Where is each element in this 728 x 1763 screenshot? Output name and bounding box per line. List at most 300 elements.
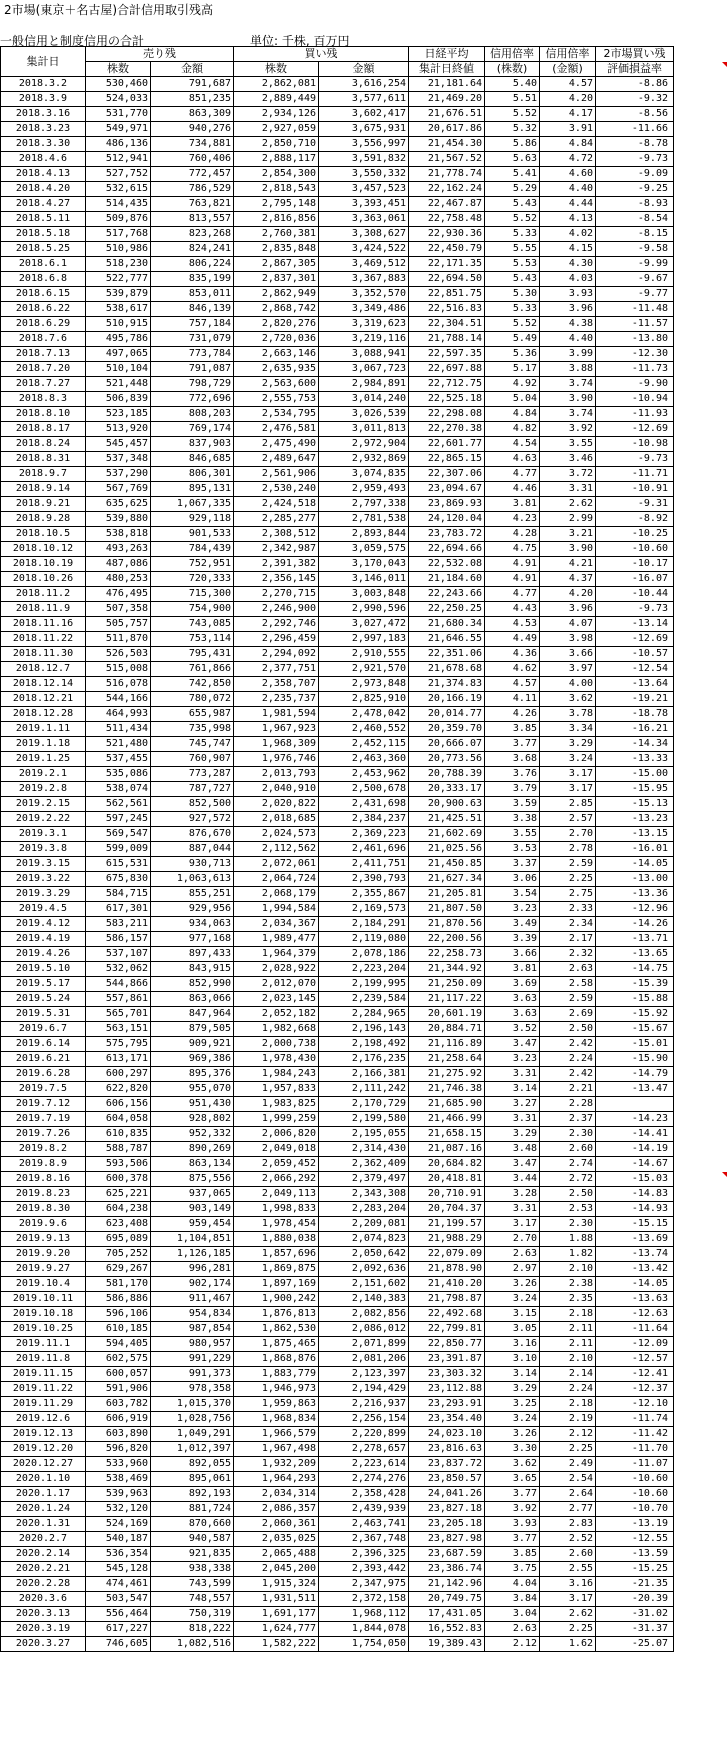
cell-sell-amount: 909,921 <box>151 1037 234 1052</box>
table-row <box>1 452 674 467</box>
cell-sell-amount: 876,670 <box>151 827 234 842</box>
cell-buy-amount: 2,984,891 <box>319 377 409 392</box>
cell-date: 2019.11.1 <box>1 1337 86 1352</box>
cell-buy-amount: 2,239,584 <box>319 992 409 1007</box>
cell-sell-shares: 539,879 <box>86 287 151 302</box>
cell-nikkei-close: 21,425.51 <box>409 812 485 827</box>
table-row <box>1 767 674 782</box>
table-row <box>1 1127 674 1142</box>
cell-unrealized-pl-rate: -14.75 <box>596 962 674 977</box>
cell-nikkei-close: 22,258.73 <box>409 947 485 962</box>
cell-nikkei-close: 21,205.81 <box>409 887 485 902</box>
cell-ratio-amount: 3.97 <box>540 662 596 677</box>
table-row <box>1 1367 674 1382</box>
cell-unrealized-pl-rate: -14.34 <box>596 737 674 752</box>
cell-sell-amount: 772,457 <box>151 167 234 182</box>
cell-ratio-amount: 3.34 <box>540 722 596 737</box>
cell-unrealized-pl-rate: -8.78 <box>596 137 674 152</box>
cell-unrealized-pl-rate: -15.88 <box>596 992 674 1007</box>
cell-ratio-shares: 3.29 <box>485 1127 540 1142</box>
cell-date: 2019.3.15 <box>1 857 86 872</box>
cell-nikkei-close: 23,869.93 <box>409 497 485 512</box>
cell-unrealized-pl-rate: -9.99 <box>596 257 674 272</box>
header-sell-shares: 株数 <box>86 62 151 77</box>
table-row <box>1 227 674 242</box>
table-row <box>1 152 674 167</box>
cell-ratio-shares: 4.43 <box>485 602 540 617</box>
cell-sell-shares: 600,057 <box>86 1367 151 1382</box>
cell-ratio-amount: 2.64 <box>540 1487 596 1502</box>
header-buy-shares: 株数 <box>234 62 319 77</box>
cell-ratio-shares: 4.23 <box>485 512 540 527</box>
cell-date: 2019.11.22 <box>1 1382 86 1397</box>
table-row <box>1 332 674 347</box>
cell-ratio-shares: 5.43 <box>485 272 540 287</box>
cell-ratio-amount: 2.63 <box>540 962 596 977</box>
cell-buy-amount: 2,390,793 <box>319 872 409 887</box>
cell-ratio-shares: 3.05 <box>485 1322 540 1337</box>
cell-sell-amount: 870,660 <box>151 1517 234 1532</box>
cell-buy-shares: 1,931,511 <box>234 1592 319 1607</box>
cell-unrealized-pl-rate: -10.60 <box>596 542 674 557</box>
cell-unrealized-pl-rate: -15.03 <box>596 1172 674 1187</box>
cell-nikkei-close: 23,386.74 <box>409 1562 485 1577</box>
cell-ratio-amount: 3.88 <box>540 362 596 377</box>
cell-sell-amount: 798,729 <box>151 377 234 392</box>
table-row <box>1 1082 674 1097</box>
cell-buy-shares: 1,868,876 <box>234 1352 319 1367</box>
table-row <box>1 1427 674 1442</box>
cell-ratio-shares: 3.93 <box>485 1517 540 1532</box>
cell-sell-shares: 464,993 <box>86 707 151 722</box>
cell-date: 2018.3.23 <box>1 122 86 137</box>
cell-buy-amount: 2,199,580 <box>319 1112 409 1127</box>
cell-buy-shares: 2,934,126 <box>234 107 319 122</box>
cell-sell-shares: 746,605 <box>86 1637 151 1652</box>
cell-nikkei-close: 22,597.35 <box>409 347 485 362</box>
table-row <box>1 1187 674 1202</box>
cell-date: 2019.8.9 <box>1 1157 86 1172</box>
table-row <box>1 497 674 512</box>
cell-unrealized-pl-rate: -15.01 <box>596 1037 674 1052</box>
cell-unrealized-pl-rate: -15.39 <box>596 977 674 992</box>
cell-unrealized-pl-rate: -12.69 <box>596 632 674 647</box>
cell-ratio-amount: 4.44 <box>540 197 596 212</box>
cell-ratio-amount: 2.25 <box>540 872 596 887</box>
cell-unrealized-pl-rate: -12.54 <box>596 662 674 677</box>
cell-sell-amount: 847,964 <box>151 1007 234 1022</box>
cell-buy-amount: 2,972,904 <box>319 437 409 452</box>
table-row <box>1 467 674 482</box>
table-row <box>1 377 674 392</box>
cell-unrealized-pl-rate: -13.33 <box>596 752 674 767</box>
cell-nikkei-close: 22,799.81 <box>409 1322 485 1337</box>
cell-sell-shares: 557,861 <box>86 992 151 1007</box>
cell-date: 2019.1.18 <box>1 737 86 752</box>
cell-nikkei-close: 21,142.96 <box>409 1577 485 1592</box>
cell-ratio-shares: 4.84 <box>485 407 540 422</box>
cell-buy-amount: 2,910,555 <box>319 647 409 662</box>
cell-date: 2019.7.26 <box>1 1127 86 1142</box>
table-row <box>1 617 674 632</box>
cell-nikkei-close: 21,410.20 <box>409 1277 485 1292</box>
cell-sell-shares: 476,495 <box>86 587 151 602</box>
cell-ratio-shares: 3.31 <box>485 1202 540 1217</box>
cell-nikkei-close: 20,684.82 <box>409 1157 485 1172</box>
cell-sell-shares: 610,835 <box>86 1127 151 1142</box>
cell-sell-shares: 602,575 <box>86 1352 151 1367</box>
cell-sell-shares: 539,880 <box>86 512 151 527</box>
cell-ratio-shares: 3.26 <box>485 1427 540 1442</box>
table-row <box>1 872 674 887</box>
cell-ratio-shares: 4.75 <box>485 542 540 557</box>
cell-buy-amount: 2,384,237 <box>319 812 409 827</box>
cell-sell-shares: 497,065 <box>86 347 151 362</box>
cell-sell-amount: 921,835 <box>151 1547 234 1562</box>
cell-ratio-shares: 3.23 <box>485 902 540 917</box>
cell-ratio-shares: 4.62 <box>485 662 540 677</box>
table-row <box>1 1382 674 1397</box>
cell-sell-amount: 987,854 <box>151 1322 234 1337</box>
cell-sell-amount: 846,685 <box>151 452 234 467</box>
cell-sell-amount: 786,529 <box>151 182 234 197</box>
cell-sell-shares: 596,820 <box>86 1442 151 1457</box>
cell-sell-amount: 934,063 <box>151 917 234 932</box>
cell-sell-amount: 897,433 <box>151 947 234 962</box>
cell-buy-shares: 2,663,146 <box>234 347 319 362</box>
cell-ratio-amount: 4.21 <box>540 557 596 572</box>
cell-sell-shares: 617,301 <box>86 902 151 917</box>
cell-buy-amount: 2,081,206 <box>319 1352 409 1367</box>
cell-buy-shares: 2,561,906 <box>234 467 319 482</box>
cell-unrealized-pl-rate: -12.37 <box>596 1382 674 1397</box>
cell-sell-shares: 515,008 <box>86 662 151 677</box>
cell-ratio-shares: 4.91 <box>485 557 540 572</box>
cell-sell-amount: 734,881 <box>151 137 234 152</box>
cell-date: 2019.8.16 <box>1 1172 86 1187</box>
cell-nikkei-close: 23,816.63 <box>409 1442 485 1457</box>
cell-sell-amount: 895,376 <box>151 1067 234 1082</box>
cell-sell-shares: 538,617 <box>86 302 151 317</box>
cell-ratio-amount: 4.20 <box>540 587 596 602</box>
cell-nikkei-close: 22,930.36 <box>409 227 485 242</box>
cell-date: 2018.10.26 <box>1 572 86 587</box>
cell-sell-amount: 853,011 <box>151 287 234 302</box>
cell-sell-shares: 537,455 <box>86 752 151 767</box>
cell-sell-shares: 593,506 <box>86 1157 151 1172</box>
cell-sell-amount: 743,599 <box>151 1577 234 1592</box>
cell-ratio-amount: 2.49 <box>540 1457 596 1472</box>
cell-sell-shares: 495,786 <box>86 332 151 347</box>
cell-ratio-amount: 2.25 <box>540 1622 596 1637</box>
cell-ratio-amount: 2.69 <box>540 1007 596 1022</box>
cell-sell-shares: 509,876 <box>86 212 151 227</box>
cell-unrealized-pl-rate: -10.70 <box>596 1502 674 1517</box>
cell-ratio-amount: 2.24 <box>540 1052 596 1067</box>
table-row <box>1 1412 674 1427</box>
cell-buy-amount: 2,220,899 <box>319 1427 409 1442</box>
cell-sell-shares: 524,033 <box>86 92 151 107</box>
cell-date: 2018.6.15 <box>1 287 86 302</box>
cell-buy-amount: 2,439,939 <box>319 1502 409 1517</box>
cell-sell-shares: 600,297 <box>86 1067 151 1082</box>
cell-unrealized-pl-rate: -13.23 <box>596 812 674 827</box>
table-row <box>1 962 674 977</box>
cell-sell-amount: 1,015,370 <box>151 1397 234 1412</box>
cell-buy-amount: 3,616,254 <box>319 77 409 92</box>
cell-ratio-amount: 2.10 <box>540 1352 596 1367</box>
cell-buy-shares: 1,883,779 <box>234 1367 319 1382</box>
cell-buy-amount: 2,959,493 <box>319 482 409 497</box>
table-row <box>1 347 674 362</box>
cell-buy-amount: 2,176,235 <box>319 1052 409 1067</box>
table-row <box>1 1622 674 1637</box>
cell-buy-amount: 2,169,573 <box>319 902 409 917</box>
cell-nikkei-close: 21,199.57 <box>409 1217 485 1232</box>
cell-buy-shares: 2,246,900 <box>234 602 319 617</box>
cell-sell-shares: 537,107 <box>86 947 151 962</box>
cell-unrealized-pl-rate: -8.93 <box>596 197 674 212</box>
cell-buy-shares: 2,563,600 <box>234 377 319 392</box>
cell-ratio-shares: 5.43 <box>485 197 540 212</box>
cell-ratio-amount: 2.42 <box>540 1037 596 1052</box>
table-row <box>1 1352 674 1367</box>
cell-ratio-amount: 2.17 <box>540 932 596 947</box>
cell-nikkei-close: 21,025.56 <box>409 842 485 857</box>
cell-date: 2018.9.21 <box>1 497 86 512</box>
cell-ratio-shares: 3.68 <box>485 752 540 767</box>
cell-buy-amount: 2,411,751 <box>319 857 409 872</box>
cell-sell-amount: 892,193 <box>151 1487 234 1502</box>
cell-ratio-amount: 4.00 <box>540 677 596 692</box>
cell-unrealized-pl-rate: -8.54 <box>596 212 674 227</box>
cell-sell-amount: 940,587 <box>151 1532 234 1547</box>
cell-sell-amount: 772,696 <box>151 392 234 407</box>
cell-sell-amount: 977,168 <box>151 932 234 947</box>
cell-buy-shares: 2,064,724 <box>234 872 319 887</box>
cell-date: 2020.2.7 <box>1 1532 86 1547</box>
cell-buy-shares: 2,068,179 <box>234 887 319 902</box>
cell-unrealized-pl-rate: -10.60 <box>596 1487 674 1502</box>
cell-ratio-amount: 2.50 <box>540 1187 596 1202</box>
cell-sell-amount: 852,500 <box>151 797 234 812</box>
subtitle-note: 一般信用と制度信用の合計 <box>0 34 145 48</box>
cell-ratio-shares: 3.63 <box>485 1007 540 1022</box>
cell-buy-shares: 1,691,177 <box>234 1607 319 1622</box>
cell-buy-amount: 2,463,741 <box>319 1517 409 1532</box>
cell-buy-shares: 2,868,742 <box>234 302 319 317</box>
cell-nikkei-close: 21,778.74 <box>409 167 485 182</box>
cell-buy-shares: 2,000,738 <box>234 1037 319 1052</box>
table-row <box>1 737 674 752</box>
cell-unrealized-pl-rate: -13.36 <box>596 887 674 902</box>
cell-sell-shares: 617,227 <box>86 1622 151 1637</box>
cell-buy-shares: 2,850,710 <box>234 137 319 152</box>
cell-unrealized-pl-rate: -15.92 <box>596 1007 674 1022</box>
table-row <box>1 362 674 377</box>
cell-buy-shares: 1,978,430 <box>234 1052 319 1067</box>
cell-buy-shares: 2,308,512 <box>234 527 319 542</box>
cell-unrealized-pl-rate: -12.30 <box>596 347 674 362</box>
cell-unrealized-pl-rate: -9.09 <box>596 167 674 182</box>
cell-nikkei-close: 20,704.37 <box>409 1202 485 1217</box>
cell-sell-shares: 545,128 <box>86 1562 151 1577</box>
cell-buy-shares: 2,112,562 <box>234 842 319 857</box>
cell-sell-amount: 823,268 <box>151 227 234 242</box>
cell-ratio-shares: 5.52 <box>485 107 540 122</box>
cell-buy-shares: 1,982,668 <box>234 1022 319 1037</box>
cell-ratio-shares: 4.53 <box>485 617 540 632</box>
cell-date: 2019.7.12 <box>1 1097 86 1112</box>
cell-unrealized-pl-rate: -11.71 <box>596 467 674 482</box>
cell-date: 2020.2.21 <box>1 1562 86 1577</box>
cell-sell-shares: 527,752 <box>86 167 151 182</box>
cell-date: 2020.3.19 <box>1 1622 86 1637</box>
cell-sell-shares: 588,787 <box>86 1142 151 1157</box>
cell-buy-shares: 2,270,715 <box>234 587 319 602</box>
cell-nikkei-close: 22,694.50 <box>409 272 485 287</box>
cell-sell-shares: 512,941 <box>86 152 151 167</box>
cell-nikkei-close: 21,087.16 <box>409 1142 485 1157</box>
cell-sell-shares: 523,185 <box>86 407 151 422</box>
cell-sell-shares: 532,120 <box>86 1502 151 1517</box>
cell-nikkei-close: 16,552.83 <box>409 1622 485 1637</box>
cell-nikkei-close: 22,850.77 <box>409 1337 485 1352</box>
cell-ratio-shares: 3.55 <box>485 827 540 842</box>
cell-nikkei-close: 23,687.59 <box>409 1547 485 1562</box>
header-unrealized-pl: 2市場買い残 <box>596 47 674 62</box>
cell-ratio-shares: 3.54 <box>485 887 540 902</box>
cell-unrealized-pl-rate: -15.67 <box>596 1022 674 1037</box>
cell-buy-shares: 2,013,793 <box>234 767 319 782</box>
cell-buy-shares: 1,967,498 <box>234 1442 319 1457</box>
cell-unrealized-pl-rate: -14.41 <box>596 1127 674 1142</box>
cell-ratio-shares: 3.10 <box>485 1352 540 1367</box>
cell-ratio-shares: 3.06 <box>485 872 540 887</box>
cell-unrealized-pl-rate: -11.57 <box>596 317 674 332</box>
table-row <box>1 107 674 122</box>
cell-ratio-shares: 5.41 <box>485 167 540 182</box>
cell-sell-amount: 863,309 <box>151 107 234 122</box>
cell-date: 2018.11.16 <box>1 617 86 632</box>
cell-buy-amount: 3,424,522 <box>319 242 409 257</box>
cell-sell-shares: 544,166 <box>86 692 151 707</box>
cell-ratio-amount: 3.92 <box>540 422 596 437</box>
cell-buy-amount: 3,469,512 <box>319 257 409 272</box>
cell-buy-amount: 1,844,078 <box>319 1622 409 1637</box>
cell-ratio-shares: 4.28 <box>485 527 540 542</box>
cell-buy-shares: 2,028,922 <box>234 962 319 977</box>
cell-sell-shares: 521,448 <box>86 377 151 392</box>
cell-buy-shares: 2,720,036 <box>234 332 319 347</box>
cell-buy-shares: 1,875,465 <box>234 1337 319 1352</box>
cell-sell-shares: 532,062 <box>86 962 151 977</box>
header-sell-balance: 売り残 <box>86 47 234 62</box>
cell-buy-amount: 2,123,397 <box>319 1367 409 1382</box>
table-row <box>1 857 674 872</box>
cell-nikkei-close: 20,749.75 <box>409 1592 485 1607</box>
cell-buy-amount: 2,452,115 <box>319 737 409 752</box>
cell-sell-amount: 846,139 <box>151 302 234 317</box>
cell-ratio-shares: 5.32 <box>485 122 540 137</box>
cell-ratio-shares: 2.97 <box>485 1262 540 1277</box>
table-row <box>1 422 674 437</box>
cell-buy-amount: 2,209,081 <box>319 1217 409 1232</box>
cell-ratio-shares: 3.15 <box>485 1307 540 1322</box>
table-row <box>1 302 674 317</box>
cell-nikkei-close: 21,658.15 <box>409 1127 485 1142</box>
cell-buy-amount: 2,092,636 <box>319 1262 409 1277</box>
cell-buy-amount: 2,199,995 <box>319 977 409 992</box>
cell-date: 2019.7.19 <box>1 1112 86 1127</box>
table-row <box>1 947 674 962</box>
cell-nikkei-close: 21,798.87 <box>409 1292 485 1307</box>
cell-ratio-shares: 2.70 <box>485 1232 540 1247</box>
cell-nikkei-close: 21,374.83 <box>409 677 485 692</box>
cell-buy-amount: 3,014,240 <box>319 392 409 407</box>
cell-unrealized-pl-rate: -20.39 <box>596 1592 674 1607</box>
cell-nikkei-close: 21,275.92 <box>409 1067 485 1082</box>
cell-buy-amount: 2,082,856 <box>319 1307 409 1322</box>
table-row <box>1 1052 674 1067</box>
cell-buy-amount: 3,146,011 <box>319 572 409 587</box>
cell-date: 2019.2.22 <box>1 812 86 827</box>
cell-buy-amount: 3,026,539 <box>319 407 409 422</box>
cell-date: 2019.4.5 <box>1 902 86 917</box>
cell-unrealized-pl-rate: -14.05 <box>596 857 674 872</box>
cell-sell-amount: 863,134 <box>151 1157 234 1172</box>
cell-nikkei-close: 22,200.56 <box>409 932 485 947</box>
cell-unrealized-pl-rate: -13.64 <box>596 677 674 692</box>
cell-unrealized-pl-rate: -13.65 <box>596 947 674 962</box>
cell-unrealized-pl-rate: -10.25 <box>596 527 674 542</box>
cell-sell-amount: 991,229 <box>151 1352 234 1367</box>
cell-date: 2018.11.2 <box>1 587 86 602</box>
cell-buy-amount: 2,198,492 <box>319 1037 409 1052</box>
cell-sell-shares: 622,820 <box>86 1082 151 1097</box>
cell-buy-shares: 2,816,856 <box>234 212 319 227</box>
cell-ratio-amount: 2.59 <box>540 992 596 1007</box>
cell-ratio-amount: 4.20 <box>540 92 596 107</box>
cell-unrealized-pl-rate: -15.15 <box>596 1217 674 1232</box>
cell-unrealized-pl-rate: -13.15 <box>596 827 674 842</box>
cell-sell-shares: 474,461 <box>86 1577 151 1592</box>
cell-ratio-shares: 5.33 <box>485 302 540 317</box>
cell-sell-amount: 938,338 <box>151 1562 234 1577</box>
cell-buy-amount: 3,074,835 <box>319 467 409 482</box>
cell-sell-amount: 996,281 <box>151 1262 234 1277</box>
table-row <box>1 1172 674 1187</box>
cell-buy-amount: 2,216,937 <box>319 1397 409 1412</box>
cell-buy-amount: 3,308,627 <box>319 227 409 242</box>
cell-buy-amount: 2,343,308 <box>319 1187 409 1202</box>
cell-ratio-shares: 3.04 <box>485 1607 540 1622</box>
cell-unrealized-pl-rate: -9.67 <box>596 272 674 287</box>
cell-sell-shares: 505,757 <box>86 617 151 632</box>
cell-buy-shares: 2,066,292 <box>234 1172 319 1187</box>
cell-sell-amount: 791,687 <box>151 77 234 92</box>
cell-ratio-amount: 3.93 <box>540 287 596 302</box>
cell-ratio-shares: 3.14 <box>485 1082 540 1097</box>
cell-nikkei-close: 21,454.30 <box>409 137 485 152</box>
cell-date: 2018.8.31 <box>1 452 86 467</box>
cell-ratio-amount: 2.18 <box>540 1397 596 1412</box>
cell-sell-shares: 635,625 <box>86 497 151 512</box>
table-row <box>1 602 674 617</box>
cell-sell-shares: 599,009 <box>86 842 151 857</box>
table-row <box>1 1532 674 1547</box>
cell-ratio-shares: 3.48 <box>485 1142 540 1157</box>
